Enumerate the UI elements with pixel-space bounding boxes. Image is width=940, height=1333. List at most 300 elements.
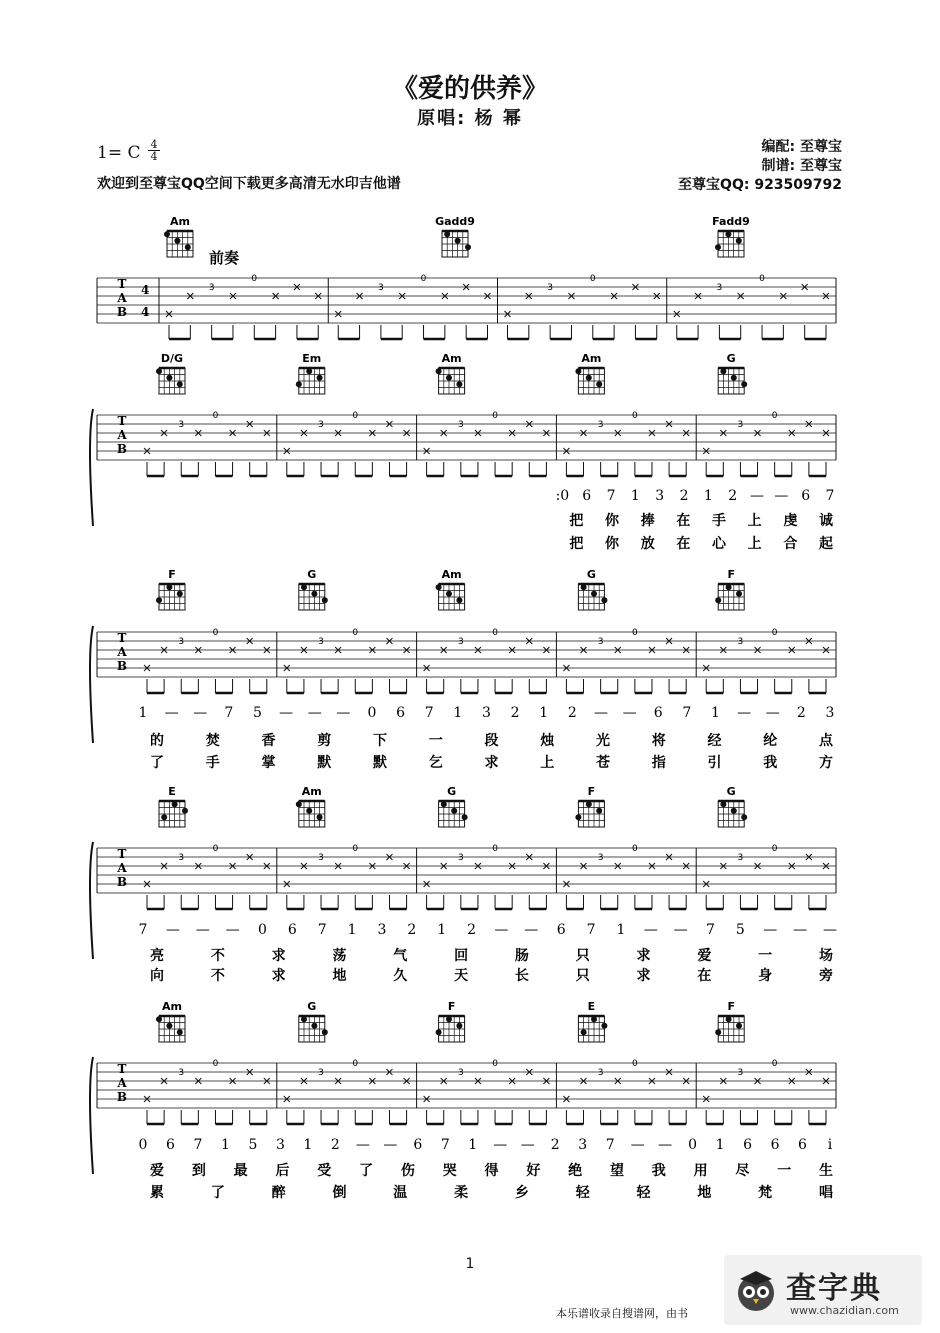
chord-name: E [587, 1000, 596, 1013]
system-bracket [90, 842, 93, 959]
chord-name: D/G [160, 352, 184, 365]
chord-name: Em [302, 352, 322, 365]
lyric-line-1-char: 肠 [514, 948, 529, 964]
lyric-line-2-char: 合 [783, 536, 798, 552]
jianpu-note: i [827, 1137, 833, 1153]
jianpu-note: — [336, 705, 351, 721]
finger-dot [726, 1016, 732, 1022]
finger-dot [575, 814, 581, 820]
tab-fret-number: 0 [492, 1059, 498, 1069]
jianpu-note: 7 [825, 488, 835, 504]
jianpu-note: 7 [424, 705, 434, 721]
tab-fret-number: 0 [492, 844, 498, 854]
jianpu-note: — [673, 922, 688, 938]
lyric-line-1-char: 的 [150, 733, 164, 749]
jianpu-note: 0 [367, 705, 377, 721]
tab-fret-number: 0 [492, 628, 498, 638]
tab-clef-letter: B [116, 875, 128, 889]
finger-dot [166, 584, 172, 590]
tab-fret-number: 3 [378, 283, 384, 293]
jianpu-note: 2 [679, 488, 689, 504]
finger-dot [182, 808, 188, 814]
lyric-line-2-char: 乞 [428, 755, 443, 771]
tab-fret-number: 3 [457, 1068, 464, 1078]
jianpu-note: 7 [440, 1137, 450, 1153]
jianpu-note: — [493, 1137, 508, 1153]
intro-label: 前奏 [209, 249, 240, 267]
chord-name: G [586, 568, 596, 581]
chord-name: G [447, 785, 457, 798]
jianpu-note: 1 [711, 705, 720, 721]
chord-name: Am [162, 1000, 182, 1013]
jianpu-note: 6 [413, 1137, 423, 1153]
tab-fret-number: 0 [631, 411, 638, 421]
jianpu-note: 1 [220, 1137, 230, 1153]
lyric-line-1-char: 尽 [735, 1163, 750, 1179]
finger-dot [156, 368, 162, 374]
tab-fret-number: 0 [492, 411, 498, 421]
finger-dot [322, 597, 328, 603]
chord-name: Am [170, 215, 190, 228]
tab-fret-number: 3 [716, 283, 723, 293]
chord-name: G [307, 568, 317, 581]
lyric-line-1-char: 好 [526, 1163, 541, 1179]
jianpu-note: 3 [578, 1137, 588, 1153]
tab-clef-letter: A [117, 1076, 127, 1090]
lyric-line-1-char: 把 [569, 513, 584, 529]
chord-name: E [168, 785, 176, 798]
lyric-line-1-char: 回 [454, 948, 469, 964]
lyric-line-2-char: 地 [332, 968, 347, 984]
tab-clef-letter: T [117, 1062, 127, 1076]
tab-fret-number: 0 [631, 628, 638, 638]
lyric-line-2-char: 引 [707, 755, 722, 771]
lyric-line-1-char: 纶 [763, 733, 778, 749]
lyric-line-2-char: 我 [763, 755, 778, 771]
tab-fret-number: 0 [352, 411, 359, 421]
tab-fret-number: 0 [212, 411, 219, 421]
tab-clef-letter: T [117, 847, 127, 861]
jianpu-note: 6 [166, 1137, 175, 1153]
lyric-line-2-char: 掌 [261, 755, 276, 771]
lyric-line-2-char: 上 [540, 755, 555, 771]
tab-fret-number: 3 [178, 420, 185, 430]
tab-fret-number: 0 [589, 274, 596, 284]
jianpu-note: 3 [275, 1137, 285, 1153]
jianpu-note: — [774, 488, 789, 504]
site-logo[interactable] [724, 1255, 922, 1325]
finger-dot [436, 584, 442, 590]
jianpu-note: :0 [555, 488, 570, 504]
finger-dot [465, 244, 471, 250]
jianpu-note: 3 [825, 705, 835, 721]
qq-contact: 至尊宝QQ: 923509792 [678, 177, 842, 193]
tab-fret-number: 3 [737, 1068, 744, 1078]
finger-dot [311, 1023, 317, 1029]
lyric-line-2-char: 轻 [636, 1185, 651, 1201]
finger-dot [311, 591, 317, 597]
lyric-line-1-char: 哭 [442, 1163, 457, 1179]
jianpu-note: 7 [606, 488, 616, 504]
finger-dot [591, 1016, 597, 1022]
lyric-line-2-char: 苍 [596, 755, 610, 771]
jianpu-note: — [279, 705, 294, 721]
lyric-line-1-char: 求 [636, 948, 651, 964]
jianpu-note: 6 [582, 488, 592, 504]
system-bracket [90, 626, 93, 743]
lyric-line-2-char: 乡 [514, 1185, 529, 1201]
jianpu-note: 1 [453, 705, 463, 721]
jianpu-note: 1 [715, 1137, 725, 1153]
lyric-line-1-char: 诚 [819, 513, 833, 529]
finger-dot [581, 1029, 587, 1035]
chord-name: G [726, 352, 736, 365]
lyric-line-2-char: 了 [210, 1185, 225, 1201]
lyric-line-2-char: 长 [514, 968, 529, 984]
finger-dot [177, 381, 183, 387]
jianpu-note: — [524, 922, 539, 938]
finger-dot [177, 591, 183, 597]
lyric-line-1-char: 气 [393, 948, 408, 964]
finger-dot [161, 814, 167, 820]
jianpu-note: 7 [138, 922, 148, 938]
finger-dot [715, 1029, 721, 1035]
lyric-line-1-char: 光 [596, 733, 610, 749]
lyric-line-2-char: 在 [697, 968, 712, 984]
welcome-text: 欢迎到至尊宝QQ空间下载更多高清无水印吉他谱 [97, 176, 401, 192]
jianpu-note: 2 [330, 1137, 340, 1153]
finger-dot [451, 808, 457, 814]
lyric-line-2-char: 温 [393, 1185, 408, 1201]
lyric-line-1-char: 绝 [568, 1163, 583, 1179]
jianpu-note: — [307, 705, 322, 721]
tab-fret-number: 0 [212, 628, 219, 638]
finger-dot [172, 801, 178, 807]
finger-dot [731, 375, 737, 381]
lyric-line-1-char: 一 [428, 733, 443, 749]
finger-dot [726, 584, 732, 590]
tab-fret-number: 3 [178, 853, 185, 863]
lyric-line-1-char: 伤 [400, 1163, 415, 1179]
chord-name: F [447, 1000, 456, 1013]
logo-title: 查字典 [786, 1271, 882, 1306]
lyric-line-2-char: 方 [819, 755, 833, 771]
finger-dot [446, 375, 452, 381]
tab-clef-letter: T [117, 631, 127, 645]
lyric-line-1-char: 捧 [640, 513, 655, 529]
finger-dot [601, 597, 607, 603]
lyric-line-2-char: 放 [640, 536, 655, 552]
tab-fret-number: 3 [178, 1068, 185, 1078]
finger-dot [156, 1016, 162, 1022]
jianpu-note: 1 [138, 705, 148, 721]
finger-dot [456, 597, 462, 603]
tab-fret-number: 3 [178, 637, 185, 647]
tab-fret-number: 3 [597, 853, 604, 863]
song-title: 《爱的供养》 [391, 74, 548, 104]
tab-fret-number: 3 [318, 853, 324, 863]
lyric-line-2-char: 起 [819, 536, 833, 552]
finger-dot [185, 244, 191, 250]
jianpu-note: 6 [743, 1137, 753, 1153]
jianpu-note: — [520, 1137, 535, 1153]
finger-dot [462, 814, 468, 820]
arranger-credit: 编配: 至尊宝 [761, 139, 842, 155]
finger-dot [296, 381, 302, 387]
jianpu-note: 3 [655, 488, 665, 504]
finger-dot [301, 1016, 307, 1022]
tab-fret-number: 3 [547, 283, 554, 293]
lyric-line-1-char: 得 [484, 1163, 499, 1179]
lyric-line-1-char: 只 [575, 948, 590, 964]
finger-dot [306, 368, 312, 374]
lyric-line-1-char: 了 [359, 1163, 374, 1179]
finger-dot [601, 1023, 607, 1029]
lyric-line-2-char: 默 [317, 755, 332, 771]
finger-dot [317, 814, 323, 820]
lyric-line-2-char: 你 [605, 536, 620, 552]
tab-fret-number: 0 [212, 844, 219, 854]
lyric-line-1-char: 最 [233, 1163, 248, 1179]
tab-fret-number: 3 [318, 1068, 324, 1078]
lyric-line-2-char: 身 [758, 968, 773, 984]
jianpu-note: 6 [770, 1137, 780, 1153]
jianpu-note: 6 [801, 488, 811, 504]
lyric-line-2-char: 求 [271, 968, 286, 984]
jianpu-note: — [164, 705, 179, 721]
lyric-line-2-char: 轻 [575, 1185, 590, 1201]
jianpu-note: — [793, 922, 808, 938]
original-singer: 原唱: 杨 幂 [417, 108, 523, 129]
chord-name: Fadd9 [712, 215, 750, 228]
tab-fret-number: 3 [208, 283, 215, 293]
finger-dot [736, 1023, 742, 1029]
jianpu-note: 6 [653, 705, 663, 721]
lyric-line-1-char: 手 [712, 513, 727, 529]
finger-dot [586, 801, 592, 807]
jianpu-note: 1 [468, 1137, 478, 1153]
lyric-line-2-char: 累 [150, 1185, 164, 1201]
jianpu-note: 1 [437, 922, 447, 938]
lyric-line-1-char: 烛 [540, 733, 555, 749]
jianpu-note: 5 [253, 705, 262, 721]
lyric-line-2-char: 默 [373, 755, 387, 771]
chord-name: F [727, 1000, 735, 1013]
tab-fret-number: 0 [212, 1059, 219, 1069]
finger-dot [296, 801, 302, 807]
key-signature: 1= C [97, 143, 141, 163]
jianpu-note: 6 [798, 1137, 807, 1153]
time-top: 4 [150, 138, 158, 151]
finger-dot [444, 231, 450, 237]
lyric-line-1-char: 虔 [783, 513, 798, 529]
lyric-line-1-char: 爱 [697, 948, 712, 964]
footer-note: 本乐谱收录自搜谱网，由书 [556, 1307, 688, 1320]
transcriber-credit: 制谱: 至尊宝 [761, 158, 842, 174]
tab-fret-number: 3 [318, 637, 324, 647]
lyric-line-2-char: 只 [575, 968, 590, 984]
tab-clef-letter: B [116, 659, 128, 673]
jianpu-note: 5 [735, 922, 745, 938]
tab-fret-number: 3 [457, 637, 464, 647]
tab-clef-letter: A [117, 291, 127, 305]
finger-dot [456, 381, 462, 387]
system-bracket [90, 409, 93, 526]
tab-fret-number: 3 [597, 420, 604, 430]
tab-clef-letter: A [117, 428, 127, 442]
tab-fret-number: 3 [737, 637, 744, 647]
lyric-line-1-char: 在 [676, 513, 691, 529]
lyric-line-1-char: 经 [707, 733, 722, 749]
jianpu-note: — [355, 1137, 370, 1153]
jianpu-note: — [594, 705, 608, 721]
chord-name: Am [441, 568, 462, 581]
finger-dot [456, 1023, 462, 1029]
tab-clef-letter: B [116, 442, 128, 456]
tab-clef-letter: T [117, 277, 127, 291]
lyric-line-1-char: 后 [275, 1163, 290, 1179]
lyric-line-2-char: 梵 [758, 1185, 773, 1201]
tab-fret-number: 3 [597, 637, 604, 647]
lyric-line-1-char: 荡 [332, 948, 347, 964]
tab-fret-number: 0 [251, 274, 258, 284]
lyric-line-1-char: 到 [191, 1163, 206, 1179]
lyric-line-2-char: 地 [697, 1185, 712, 1201]
tab-fret-number: 3 [457, 853, 464, 863]
jianpu-note: 3 [482, 705, 491, 721]
tab-fret-number: 0 [771, 1059, 778, 1069]
lyric-line-1-char: 段 [484, 733, 499, 749]
finger-dot [455, 238, 461, 244]
chord-name: G [726, 785, 736, 798]
tab-fret-number: 0 [771, 844, 778, 854]
finger-dot [441, 801, 447, 807]
lyric-line-1-char: 一 [758, 948, 773, 964]
tab-fret-number: 0 [771, 411, 778, 421]
lyric-line-1-char: 香 [261, 733, 276, 749]
lyric-line-2-char: 心 [712, 536, 727, 552]
jianpu-note: 1 [616, 922, 626, 938]
chord-name: G [307, 1000, 317, 1013]
lyric-line-1-char: 将 [651, 733, 666, 749]
lyric-line-1-char: 下 [373, 733, 387, 749]
finger-dot [596, 808, 602, 814]
finger-dot [731, 808, 737, 814]
jianpu-note: 7 [193, 1137, 203, 1153]
jianpu-note: — [658, 1137, 673, 1153]
lyric-line-1-char: 亮 [150, 948, 164, 964]
tab-fret-number: 0 [352, 844, 359, 854]
finger-dot [436, 368, 442, 374]
lyric-line-1-char: 焚 [205, 733, 220, 749]
chord-name: Am [581, 352, 602, 365]
jianpu-note: 1 [303, 1137, 313, 1153]
owl-mascot-icon [732, 1265, 780, 1313]
jianpu-note: 7 [586, 922, 596, 938]
time-bottom: 4 [150, 150, 158, 163]
lyric-line-2-char: 手 [205, 755, 220, 771]
tab-fret-number: 3 [737, 420, 744, 430]
lyric-line-1-char: 点 [819, 733, 833, 749]
lyric-line-2-char: 醉 [271, 1185, 286, 1201]
jianpu-note: — [765, 705, 780, 721]
jianpu-note: 7 [224, 705, 234, 721]
tab-fret-number: 3 [737, 853, 744, 863]
lyric-line-1-char: 场 [819, 948, 833, 964]
finger-dot [174, 238, 180, 244]
jianpu-note: 7 [682, 705, 692, 721]
finger-dot [575, 368, 581, 374]
tab-clef-letter: A [117, 861, 127, 875]
lyric-line-1-char: 一 [777, 1163, 792, 1179]
jianpu-note: 2 [510, 705, 520, 721]
finger-dot [166, 1023, 172, 1029]
chord-name: Gadd9 [435, 215, 475, 228]
jianpu-note: 1 [630, 488, 640, 504]
jianpu-note: 6 [396, 705, 406, 721]
lyric-line-2-char: 天 [454, 968, 469, 984]
lyric-line-2-char: 久 [393, 968, 408, 984]
jianpu-note: 2 [728, 488, 738, 504]
finger-dot [301, 584, 307, 590]
tab-time-bottom: 4 [141, 305, 150, 319]
tab-fret-number: 0 [352, 628, 359, 638]
chord-name: Am [441, 352, 462, 365]
finger-dot [436, 1029, 442, 1035]
jianpu-note: — [622, 705, 637, 721]
finger-dot [322, 1029, 328, 1035]
jianpu-note: 7 [706, 922, 715, 938]
tab-clef-letter: B [116, 1090, 128, 1104]
lyric-line-1-char: 上 [747, 513, 762, 529]
finger-dot [156, 597, 162, 603]
lyric-line-1-char: 剪 [317, 733, 332, 749]
lyric-line-2-char: 柔 [454, 1185, 469, 1201]
jianpu-note: — [193, 705, 208, 721]
lyric-line-1-char: 求 [271, 948, 286, 964]
tab-fret-number: 0 [759, 274, 765, 284]
jianpu-note: 0 [138, 1137, 148, 1153]
jianpu-note: — [225, 922, 240, 938]
lyric-line-1-char: 不 [210, 948, 225, 964]
lyric-line-2-char: 不 [210, 968, 225, 984]
lyric-line-2-char: 倒 [332, 1185, 347, 1201]
jianpu-note: — [750, 488, 765, 504]
finger-dot [164, 231, 170, 237]
jianpu-note: 2 [407, 922, 417, 938]
jianpu-note: 1 [539, 705, 549, 721]
finger-dot [581, 584, 587, 590]
finger-dot [736, 591, 742, 597]
jianpu-note: — [737, 705, 752, 721]
tab-fret-number: 0 [420, 274, 427, 284]
finger-dot [725, 231, 731, 237]
lyric-line-2-char: 旁 [819, 968, 833, 984]
lyric-line-2-char: 上 [747, 536, 762, 552]
finger-dot [166, 375, 172, 381]
system-bracket [90, 1057, 93, 1174]
finger-dot [596, 381, 602, 387]
jianpu-note: 3 [377, 922, 387, 938]
chord-name: F [587, 785, 596, 798]
finger-dot [741, 814, 747, 820]
tab-fret-number: 0 [631, 1059, 638, 1069]
finger-dot [586, 375, 592, 381]
jianpu-note: 2 [796, 705, 806, 721]
tab-fret-number: 3 [457, 420, 464, 430]
lyric-line-1-char: 爱 [150, 1163, 164, 1179]
lyric-line-1-char: 我 [651, 1163, 666, 1179]
